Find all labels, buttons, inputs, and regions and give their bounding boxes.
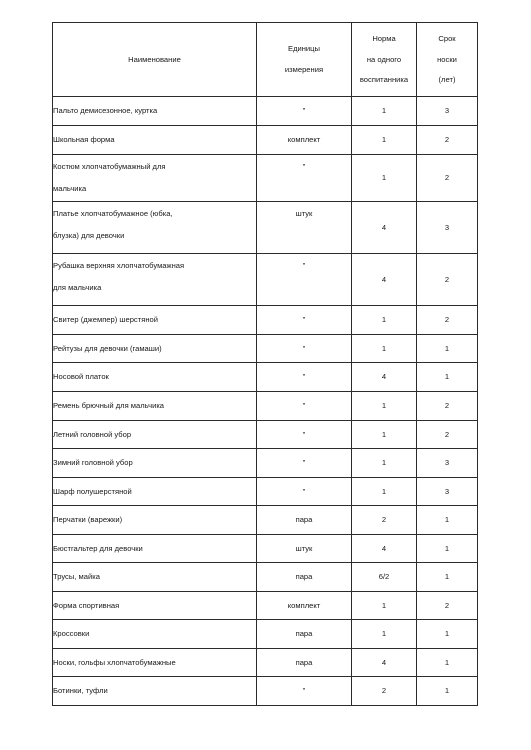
item-norm: 1 (352, 478, 417, 506)
item-norm: 4 (352, 649, 417, 677)
item-unit: " (257, 97, 352, 126)
item-norm: 1 (352, 392, 417, 421)
item-unit: " (257, 421, 352, 449)
item-name: Зимний головной убор (53, 449, 257, 478)
clothing-norms-table (52, 22, 478, 706)
item-norm: 6/2 (352, 563, 417, 592)
item-unit: " (257, 306, 352, 335)
item-unit: " (257, 363, 352, 392)
item-name: Шарф полушерстяной (53, 478, 257, 506)
header-term: Срок носки (лет) (417, 23, 478, 97)
item-name: Летний головной убор (53, 421, 257, 449)
item-name: Пальто демисезонное, куртка (53, 97, 257, 126)
item-name: Бюстгальтер для девочки (53, 535, 257, 563)
item-term: 1 (417, 563, 478, 592)
table-row (53, 254, 478, 306)
item-unit: " (257, 392, 352, 421)
item-norm: 1 (352, 335, 417, 363)
table-row (53, 392, 478, 421)
item-norm: 1 (352, 592, 417, 620)
item-name: Кроссовки (53, 620, 257, 649)
item-term: 2 (417, 306, 478, 335)
item-term: 3 (417, 97, 478, 126)
table-row (53, 363, 478, 392)
item-name: Ремень брючный для мальчика (53, 392, 257, 421)
item-norm: 1 (352, 126, 417, 155)
item-norm: 4 (352, 535, 417, 563)
item-name: Костюм хлопчатобумажный для мальчика (53, 155, 257, 202)
item-name: Носовой платок (53, 363, 257, 392)
item-term: 1 (417, 506, 478, 535)
item-name: Платье хлопчатобумажное (юбка, блузка) для девочки (53, 202, 257, 254)
table-row (53, 649, 478, 677)
table-header-row (53, 23, 478, 97)
table-row (53, 592, 478, 620)
item-unit: " (257, 335, 352, 363)
item-unit: " (257, 254, 352, 306)
item-name: Рубашка верхняя хлопчатобумажная для мальчика (53, 254, 257, 306)
item-unit: " (257, 449, 352, 478)
item-unit: " (257, 677, 352, 706)
item-unit: комплект (257, 126, 352, 155)
item-term: 3 (417, 202, 478, 254)
item-unit: " (257, 478, 352, 506)
item-norm: 4 (352, 202, 417, 254)
item-norm: 4 (352, 254, 417, 306)
item-term: 1 (417, 620, 478, 649)
item-term: 1 (417, 535, 478, 563)
header-norm: Норма на одного воспитанника (352, 23, 417, 97)
item-norm: 2 (352, 677, 417, 706)
item-name: Перчатки (варежки) (53, 506, 257, 535)
item-name: Свитер (джемпер) шерстяной (53, 306, 257, 335)
item-term: 1 (417, 363, 478, 392)
item-unit: " (257, 155, 352, 202)
item-term: 3 (417, 478, 478, 506)
item-term: 2 (417, 155, 478, 202)
table-row (53, 155, 478, 202)
item-norm: 1 (352, 155, 417, 202)
table-row (53, 677, 478, 706)
table-row (53, 306, 478, 335)
item-norm: 2 (352, 506, 417, 535)
item-term: 1 (417, 677, 478, 706)
table-row (53, 563, 478, 592)
item-norm: 1 (352, 421, 417, 449)
item-norm: 1 (352, 620, 417, 649)
item-unit: комплект (257, 592, 352, 620)
item-unit: штук (257, 202, 352, 254)
item-term: 2 (417, 421, 478, 449)
item-norm: 1 (352, 97, 417, 126)
item-unit: штук (257, 535, 352, 563)
item-norm: 1 (352, 449, 417, 478)
item-term: 2 (417, 592, 478, 620)
header-name: Наименование (53, 23, 257, 97)
item-unit: пара (257, 620, 352, 649)
item-name: Рейтузы для девочки (гамаши) (53, 335, 257, 363)
table-row (53, 335, 478, 363)
item-norm: 1 (352, 306, 417, 335)
table-row (53, 449, 478, 478)
item-term: 2 (417, 126, 478, 155)
item-term: 2 (417, 392, 478, 421)
item-name: Ботинки, туфли (53, 677, 257, 706)
item-name: Форма спортивная (53, 592, 257, 620)
item-term: 3 (417, 449, 478, 478)
table-row (53, 202, 478, 254)
table-row (53, 421, 478, 449)
item-unit: пара (257, 649, 352, 677)
item-norm: 4 (352, 363, 417, 392)
item-unit: пара (257, 506, 352, 535)
item-name: Носки, гольфы хлопчатобумажные (53, 649, 257, 677)
item-name: Трусы, майка (53, 563, 257, 592)
table-row (53, 97, 478, 126)
item-term: 1 (417, 649, 478, 677)
item-term: 2 (417, 254, 478, 306)
header-unit: Единицы измерения (257, 23, 352, 97)
table-row (53, 620, 478, 649)
item-term: 1 (417, 335, 478, 363)
table-row (53, 126, 478, 155)
item-unit: пара (257, 563, 352, 592)
table-row (53, 535, 478, 563)
table-row (53, 506, 478, 535)
item-name: Школьная форма (53, 126, 257, 155)
table-row (53, 478, 478, 506)
